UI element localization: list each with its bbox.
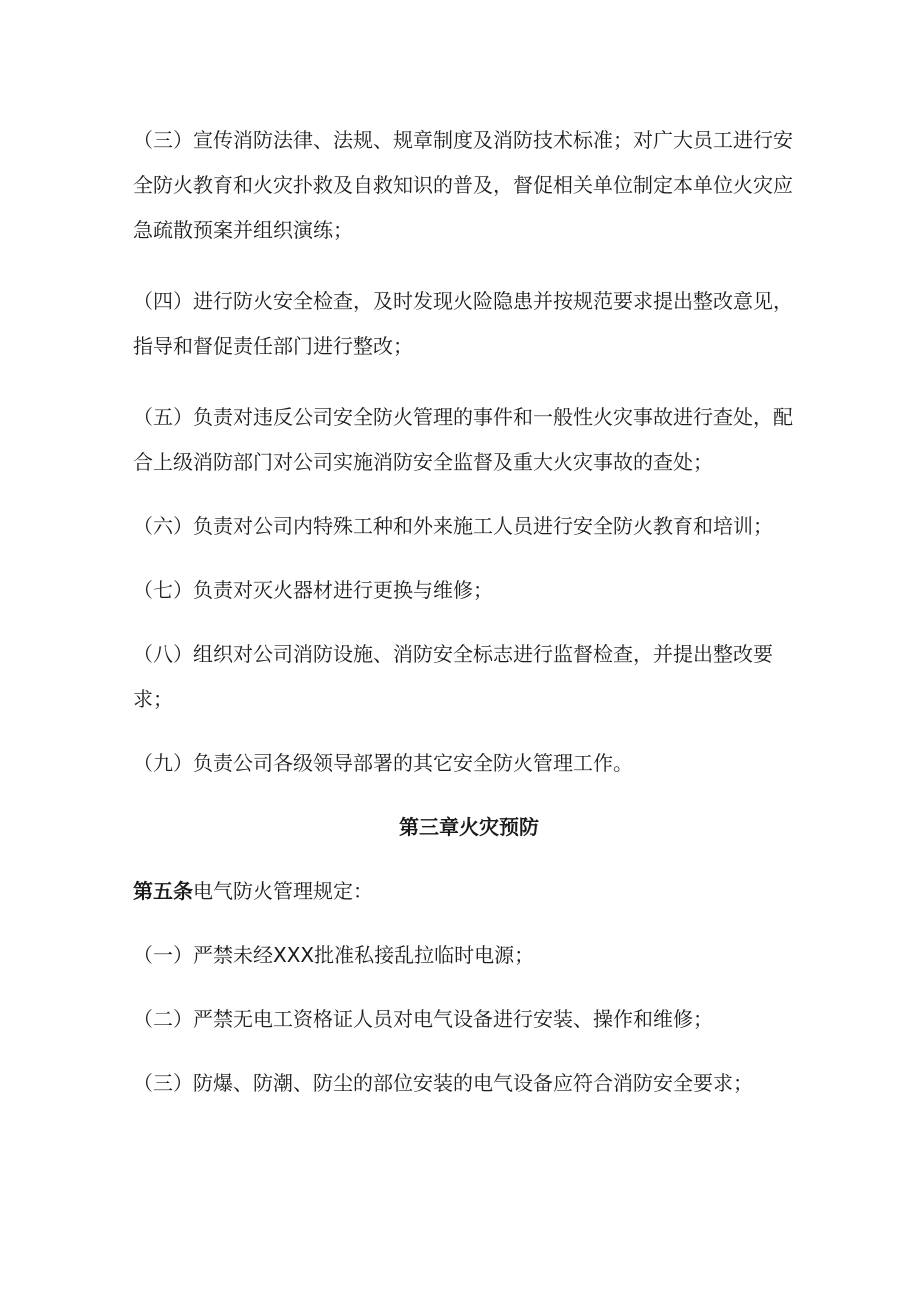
paragraph-item-3: （三）宣传消防法律、法规、规章制度及消防技术标准；对广大员工进行安全防火教育和火灾扑救及自救知识的普及，督促相关单位制定本单位火灾应急疏散预案并组织演练； <box>133 128 793 242</box>
paragraph-item-4: （四）进行防火安全检查，及时发现火险隐患并按规范要求提出整改意见，指导和督促责任部门进行整改； <box>133 289 793 358</box>
paragraph-item-5: （五）负责对违反公司安全防火管理的事件和一般性火灾事故进行查处，配合上级消防部门对公司实施消防安全监督及重大火灾事故的查处； <box>133 405 793 474</box>
paragraph-item-9: （九）负责公司各级领导部署的其它安全防火管理工作。 <box>133 751 633 775</box>
rule-item-3: （三）防爆、防潮、防尘的部位安装的电气设备应符合消防安全要求； <box>133 1071 753 1095</box>
paragraph-item-7: （七）负责对灭火器材进行更换与维修； <box>133 578 493 602</box>
document-page <box>133 118 805 1106</box>
article-heading <box>133 869 805 914</box>
article-number: 第五条 <box>133 879 193 903</box>
article-title: 电气防火管理规定： <box>193 879 373 903</box>
paragraph-item-6: （六）负责对公司内特殊工种和外来施工人员进行安全防火教育和培训； <box>133 514 773 538</box>
rule-item-2: （二）严禁无电工资格证人员对电气设备进行安装、操作和维修； <box>133 1007 713 1031</box>
chapter-title: 第三章火灾预防 <box>399 815 539 839</box>
paragraph-item-8: （八）组织对公司消防设施、消防安全标志进行监督检查，并提出整改要求； <box>133 642 773 711</box>
rule-item-1: （一）严禁未经XXX批准私接乱拉临时电源； <box>133 943 535 967</box>
